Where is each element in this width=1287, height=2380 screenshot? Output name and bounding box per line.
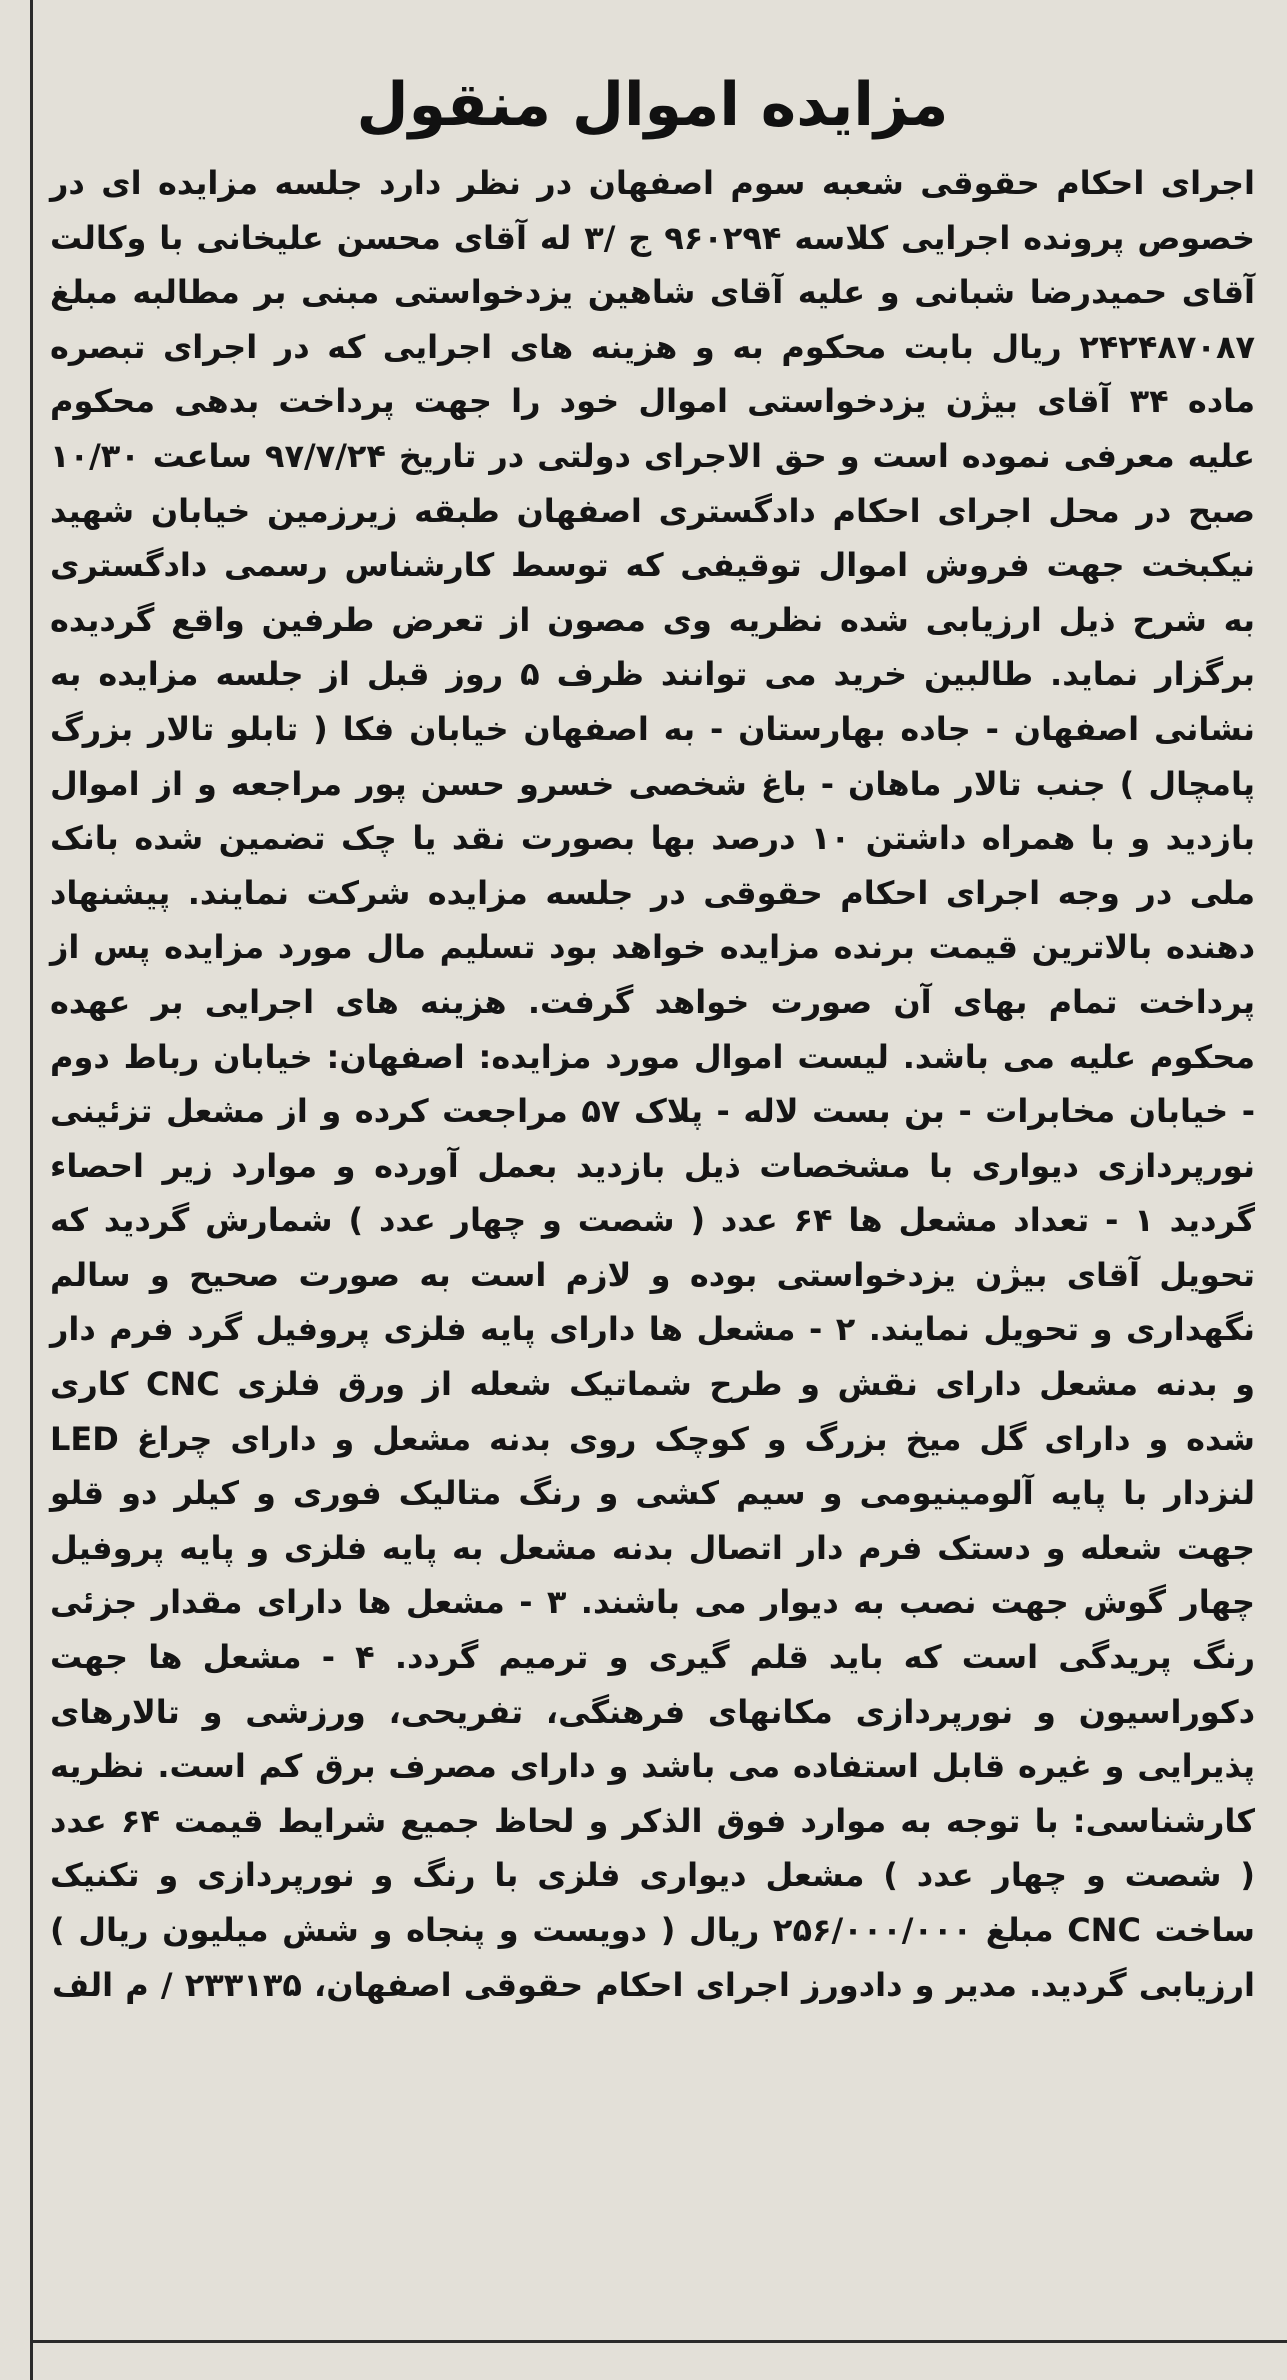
column-divider-line [30, 0, 33, 2380]
notice-body: اجرای احکام حقوقی شعبه سوم اصفهان در نظر دارد جلسه مزایده ای در خصوص پرونده اجرایی کلاسه ۹۶۰۲۹۴ ج /۳ له آقای محسن علیخانی با وکالت آقای حمیدرضا شبانی و علیه آقای شاهین یزدخواستی مبنی بر مطالبه مبلغ ۲۴۲۴۸۷۰۸۷ ریال بابت محکوم به و هزینه های اجرایی که در اجرای تبصره ماده ۳۴ آقای بیژن یزدخواستی اموال خود را جهت پرداخت بدهی محکوم علیه معرفی نموده است و حق الاجرای دولتی در تاریخ ۹۷/۷/۲۴ ساعت ۱۰/۳۰ صبح در محل اجرای احکام دادگستری اصفهان طبقه زیرزمین خیابان شهید نیکبخت جهت فروش اموال توقیفی که توسط کارشناس رسمی دادگستری به شرح ذیل ارزیابی شده نظریه وی مصون از تعرض طرفین واقع گردیده برگزار نماید. طالبین خرید می توانند ظرف ۵ روز قبل از جلسه مزایده به نشانی اصفهان - جاده بهارستان - به اصفهان خیابان فکا ( تابلو تالار بزرگ پامچال ) جنب تالار ماهان - باغ شخصی خسرو حسن پور مراجعه و از اموال بازدید و با همراه داشتن ۱۰ درصد بها بصورت نقد یا چک تضمین شده بانک ملی در وجه اجرای احکام حقوقی در جلسه مزایده شرکت نمایند. پیشنهاد دهنده بالاترین قیمت برنده مزایده خواهد بود تسلیم مال مورد مزایده پس از پرداخت تمام بهای آن صورت خواهد گرفت. هزینه های اجرایی بر عهده محکوم علیه می باشد. لیست اموال مورد مزایده: اصفهان: خیابان رباط دوم - خیابان مخابرات - بن بست لاله - پلاک ۵۷ مراجعت کرده و از مشعل تزئینی نورپردازی دیواری با مشخصات ذیل بازدید بعمل آورده و موارد زیر احصاء گردید ۱ - تعداد مشعل ها ۶۴ عدد ( شصت و چهار عدد ) شمارش گردید که تحویل آقای بیژن یزدخواستی بوده و لازم است به صورت صحیح و سالم نگهداری و تحویل نمایند. ۲ - مشعل ها دارای پایه فلزی پروفیل گرد فرم دار و بدنه مشعل دارای نقش و طرح شماتیک شعله از ورق فلزی CNC کاری شده و دارای گل میخ بزرگ و کوچک روی بدنه مشعل و دارای چراغ LED لنزدار با پایه آلومینیومی و سیم کشی و رنگ متالیک فوری و کیلر دو قلو جهت شعله و دستک فرم دار اتصال بدنه مشعل به پایه فلزی و پایه پروفیل چهار گوش جهت نصب به دیوار می باشند. ۳ - مشعل ها دارای مقدار جزئی رنگ پریدگی است که باید قلم گیری و ترمیم گردد. ۴ - مشعل ها جهت دکوراسیون و نورپردازی مکانهای فرهنگی، تفریحی، ورزشی و تالارهای پذیرایی و غیره قابل استفاده می باشد و دارای مصرف برق کم است. نظریه کارشناسی: با توجه به موارد فوق الذکر و لحاظ جمیع شرایط قیمت ۶۴ عدد ( شصت و چهار عدد ) مشعل دیواری فلزی با رنگ و نورپردازی و تکنیک ساخت CNC مبلغ ۲۵۶/۰۰۰/۰۰۰ ریال ( دویست و پنجاه و شش میلیون ریال ) ارزیابی گردید. مدیر و دادورز اجرای احکام حقوقی اصفهان، ۲۳۳۱۳۵ / م الف [50, 164, 1256, 2004]
notice-title: مزایده اموال منقول [356, 70, 949, 140]
bottom-divider-line [30, 2340, 1287, 2343]
auction-notice [50, 60, 1255, 2012]
